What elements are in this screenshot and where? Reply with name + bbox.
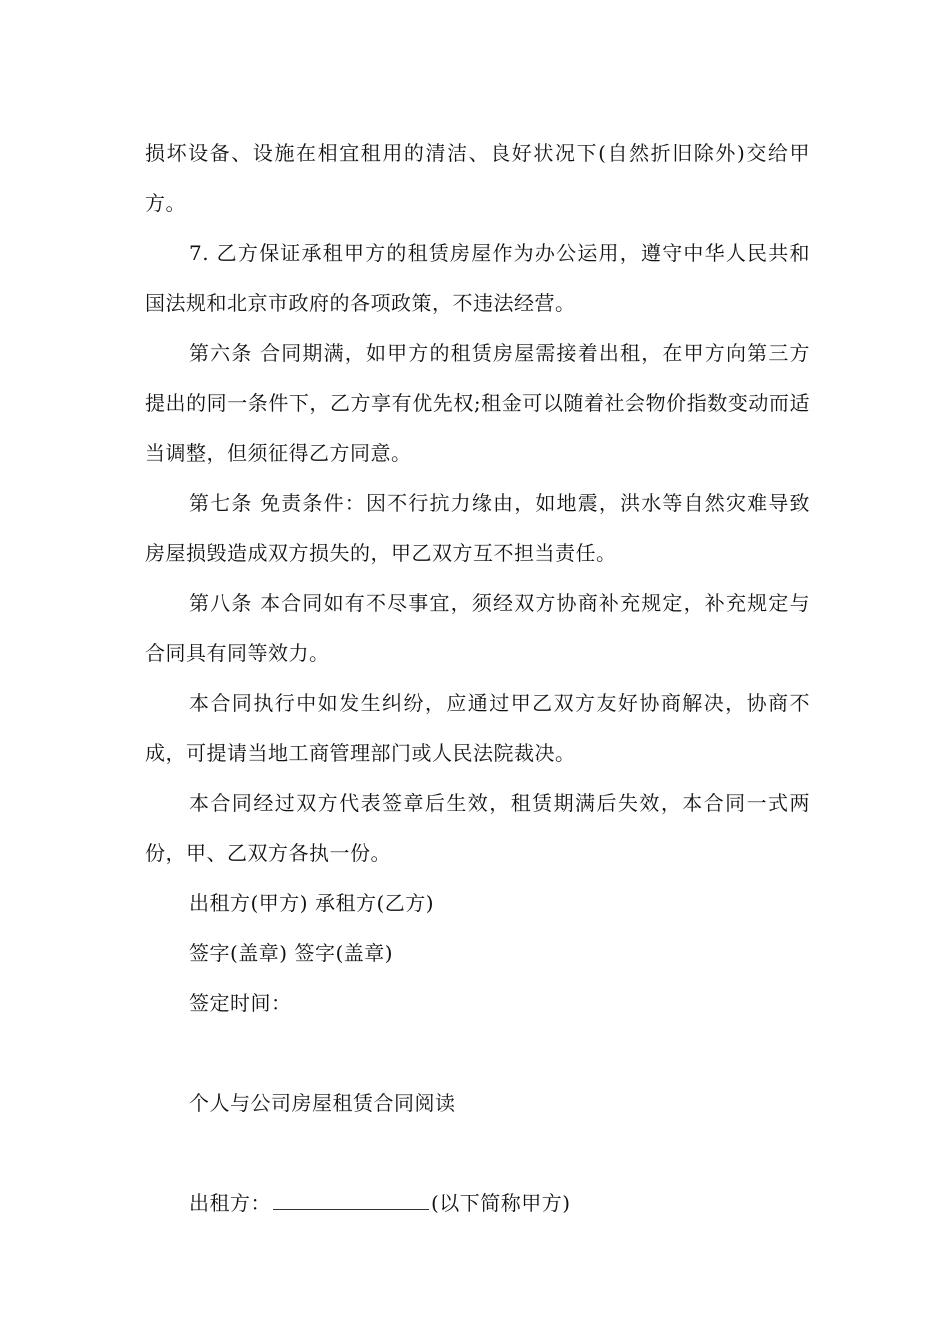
signature-seal: 签字(盖章) 签字(盖章) <box>189 941 394 965</box>
paragraph-article-7: 第七条 免责条件：因不行抗力缘由，如地震，洪水等自然灾难导致房屋损毁造成双方损失的，甲乙双方互不担当责任。 <box>145 491 810 565</box>
spacer <box>145 1128 810 1178</box>
paragraph-effect: 本合同经过双方代表签章后生效，租赁期满后失效，本合同一式两份，甲、乙双方各执一份。 <box>145 791 810 865</box>
spacer <box>145 1028 810 1078</box>
lessor-blank-field[interactable] <box>273 1191 429 1210</box>
paragraph-dispute: 本合同执行中如发生纠纷，应通过甲乙双方友好协商解决，协商不成，可提请当地工商管理部门或人民法院裁决。 <box>145 691 810 765</box>
paragraph-article-6: 第六条 合同期满，如甲方的租赁房屋需接着出租，在甲方向第三方提出的同一条件下，乙方享有优先权;租金可以随着社会物价指数变动而适当调整，但须征得乙方同意。 <box>145 341 810 465</box>
next-contract-title: 个人与公司房屋租赁合同阅读 <box>189 1091 456 1115</box>
lessor-suffix: (以下简称甲方) <box>431 1191 571 1215</box>
lessor-line <box>145 1178 810 1228</box>
paragraph-article-8: 第八条 本合同如有不尽事宜，须经双方协商补充规定，补充规定与合同具有同等效力。 <box>145 591 810 665</box>
lessor-label: 出租方： <box>189 1191 271 1215</box>
paragraph-clause-7: 7. 乙方保证承租甲方的租赁房屋作为办公运用，遵守中华人民共和国法规和北京市政府的各项政策，不违法经营。 <box>145 241 810 315</box>
document-body <box>145 128 810 1228</box>
signature-parties: 出租方(甲方) 承租方(乙方) <box>189 891 435 915</box>
signature-date: 签定时间： <box>189 991 292 1015</box>
paragraph-continuation: 损坏设备、设施在相宜租用的清洁、良好状况下(自然折旧除外)交给甲方。 <box>145 141 810 215</box>
